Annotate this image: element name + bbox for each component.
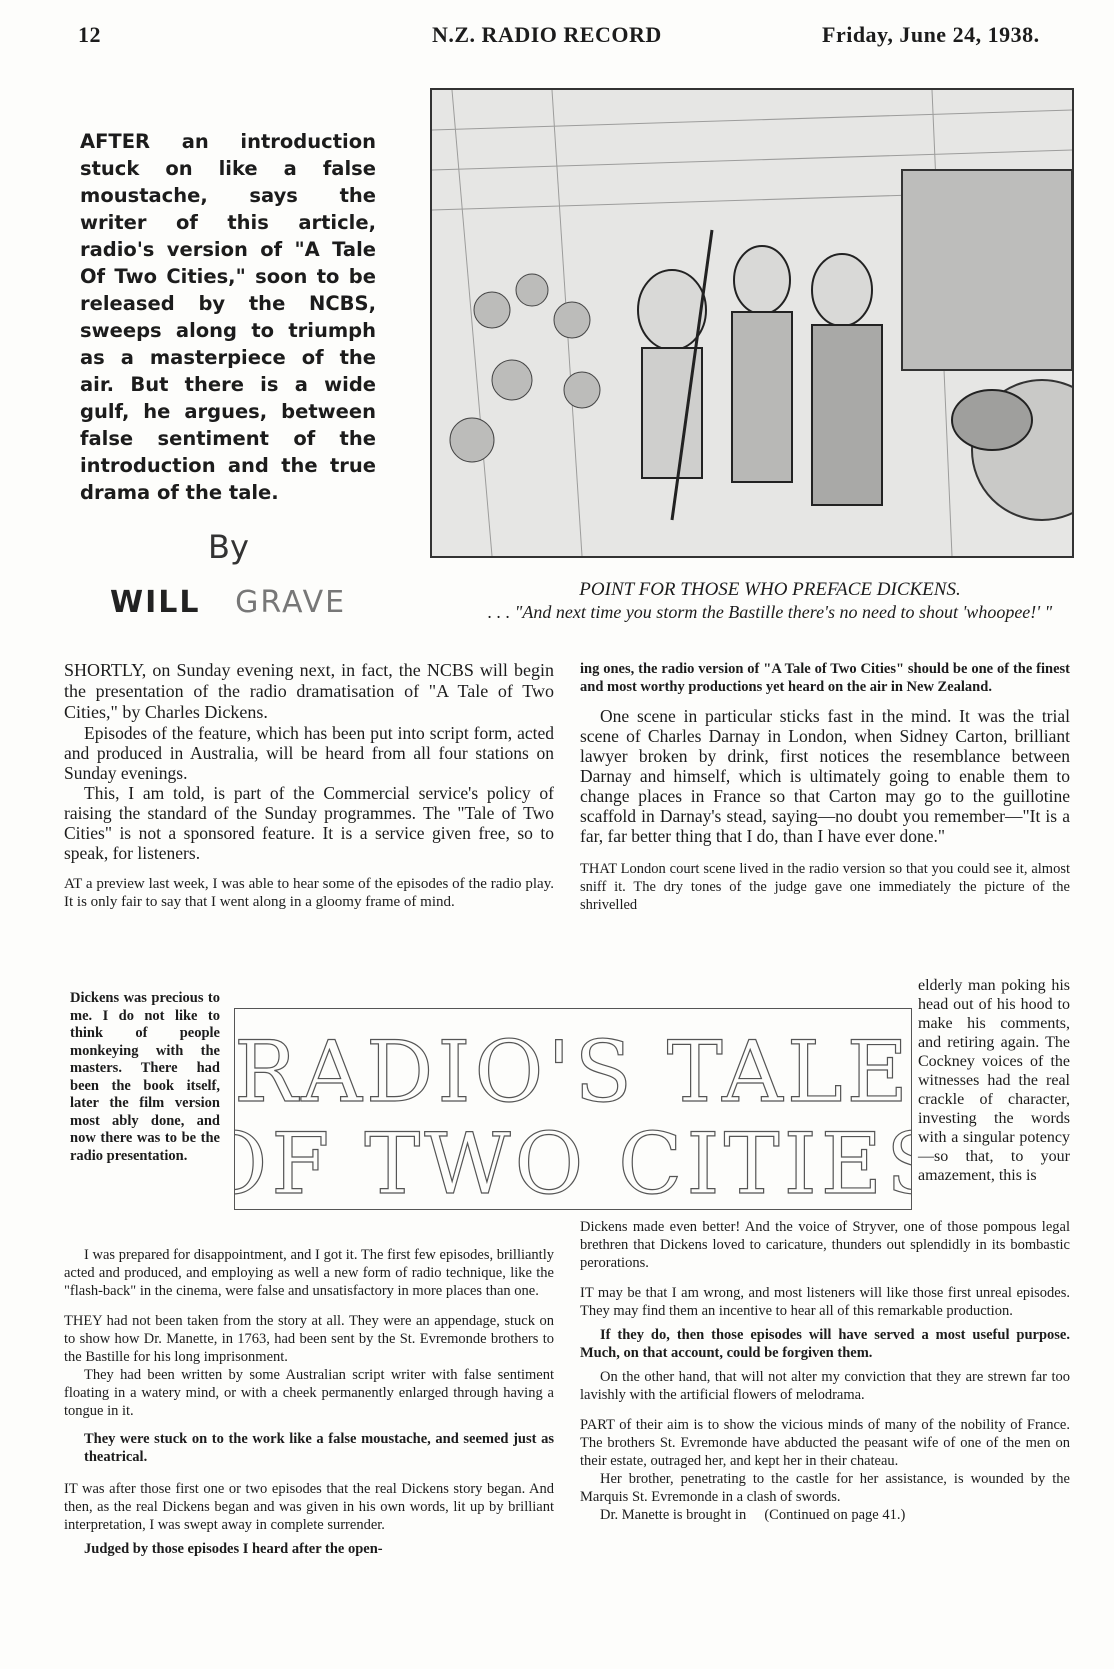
paragraph-emphasis: If they do, then those episodes will have served a most useful purpose. Much, on that account, could be forgiven them. (580, 1327, 1070, 1361)
byline-by: By (208, 528, 249, 566)
headline-text (235, 1009, 911, 1209)
paragraph: THAT London court scene lived in the radio version so that you could see it, almost sniff it. The dry tones of the judge gave one immediately the picture of the shrivelled (580, 861, 1070, 913)
right-column-top (580, 660, 1070, 914)
paragraph: Dickens made even better! And the voice of Stryver, one of those pompous legal brethren that Dickens loved to caricature, thunders out splendidly in its bombastic perorations. (580, 1219, 1070, 1271)
paragraph-preview: AT a preview last week, I was able to hear some of the episodes of the radio play. It is only fair to say that I went along in a gloomy frame of mind. (64, 876, 554, 910)
caption-title: POINT FOR THOSE WHO PREFACE DICKENS. (579, 579, 961, 600)
cartoon-illustration (430, 88, 1074, 558)
paragraph: PART of their aim is to show the vicious minds of many of the nobility of France. The brothers St. Evremonde have abducted the peasant wife of one of the men on their estate, outraged her, and kept her in their chateau. (580, 1417, 1070, 1469)
intro-standfirst: AFTER an introduction stuck on like a false moustache, says the writer of this article, radio's version of "A Tale Of Two Cities," soon to be released by the NCBS, sweeps along to triumph as a masterpiece of the air. But there is a wide gulf, he argues, between false sentiment of the introduction and the true drama of the tale. (80, 130, 376, 504)
paragraph: Episodes of the feature, which has been put into script form, acted and produced in Australia, will be heard from all four stations on Sunday evenings. (64, 723, 554, 783)
cartoon-caption (470, 578, 1070, 624)
continued-notice: (Continued on page 41.) (764, 1507, 906, 1523)
issue-date: Friday, June 24, 1938. (822, 22, 1040, 47)
headline-line-2: OF TWO CITIES (235, 1115, 911, 1209)
left-column-bottom (64, 1246, 554, 1558)
paragraph: On the other hand, that will not alter my conviction that they are strewn far too lavishly with the artificial flowers of melodrama. (580, 1369, 1070, 1403)
headline-box (234, 1008, 912, 1210)
paragraph-final-text: Dr. Manette is brought in (600, 1507, 747, 1523)
paragraph-emphasis: Judged by those episodes I heard after the open- (84, 1541, 383, 1557)
headline-line-1: RADIO'S TALE (235, 1023, 911, 1121)
paragraph-opening: SHORTLY, on Sunday evening next, in fact, the NCBS will begin the presentation of the radio dramatisation of "A Tale of Two Cities," by Charles Dickens. (64, 660, 554, 722)
left-column-top (64, 660, 554, 911)
right-column-bottom (580, 1218, 1070, 1524)
author-last-name: GRAVE (235, 585, 347, 620)
paragraph-final (580, 1506, 1070, 1524)
cartoon-drawing (432, 90, 1072, 556)
right-column-narrow: elderly man poking his head out of his hood to make his comments, and retiring again. The Cockney voices of the witnesses had the real crackle of character, investing the words with a singular potency—so that, to your amazement, this is (918, 977, 1070, 1184)
paragraph-emphasis: They were stuck on to the work like a false moustache, and seemed just as theatrical. (84, 1431, 554, 1465)
publication-title: N.Z. RADIO RECORD (432, 22, 662, 47)
paragraph: THEY had not been taken from the story at all. They were an appendage, stuck on to show how Dr. Manette, in 1763, had been sent by the St. Evremonde brothers to the Bastille for his long imprisonment. (64, 1313, 554, 1365)
page-number: 12 (78, 22, 101, 47)
paragraph-emphasis: ing ones, the radio version of "A Tale of Two Cities" should be one of the finest and most worthy productions yet heard on the air in New Zealand. (580, 661, 1070, 695)
paragraph: I was prepared for disappointment, and I got it. The first few episodes, brilliantly acted and produced, and employing as well a new form of radio technique, like the "flash-back" in the cinema, were false and unsatisfactory in more places than one. (64, 1247, 554, 1299)
caption-quote: . . . "And next time you storm the Bastille there's no need to shout 'whoopee!' " (487, 602, 1053, 622)
paragraph: Her brother, penetrating to the castle for her assistance, is wounded by the Marquis St. Evremonde in a clash of swords. (580, 1471, 1070, 1505)
paragraph: IT may be that I am wrong, and most listeners will like those first unreal episodes. They may find them an incentive to hear all of this remarkable production. (580, 1285, 1070, 1319)
author-first-name: WILL (110, 585, 201, 620)
paragraph: One scene in particular sticks fast in the mind. It was the trial scene of Charles Darnay in London, when Sidney Carton, brilliant lawyer broken by drink, first notices the resemblance between Darnay and himself, which is ultimately going to enable them to change places in France so that Carton may go to the guillotine scaffold in Darnay's stead, saying—no doubt you remember—"It is a far, far better thing that I do, than I have ever done." (580, 706, 1070, 846)
paragraph: IT was after those first one or two episodes that the real Dickens story began. And then, as the real Dickens began and was given in his own words, lit up by brilliant interpretation, I was swept away in complete surrender. (64, 1481, 554, 1533)
author-name (110, 585, 346, 620)
paragraph: This, I am told, is part of the Commercial service's policy of raising the standard of the Sunday programmes. The "Tale of Two Cities" is not a sponsored feature. It is a service given free, so to speak, for listeners. (64, 783, 554, 863)
paragraph: They had been written by some Australian script writer with false sentiment floating in a watery mind, or with a cheek permanently enlarged through having a tongue in it. (64, 1367, 554, 1419)
pull-text: Dickens was precious to me. I do not like to think of people monkeying with the masters. There had been the book itself, later the film version most ably done, and now there was to be the radio presentation. (70, 990, 220, 1164)
